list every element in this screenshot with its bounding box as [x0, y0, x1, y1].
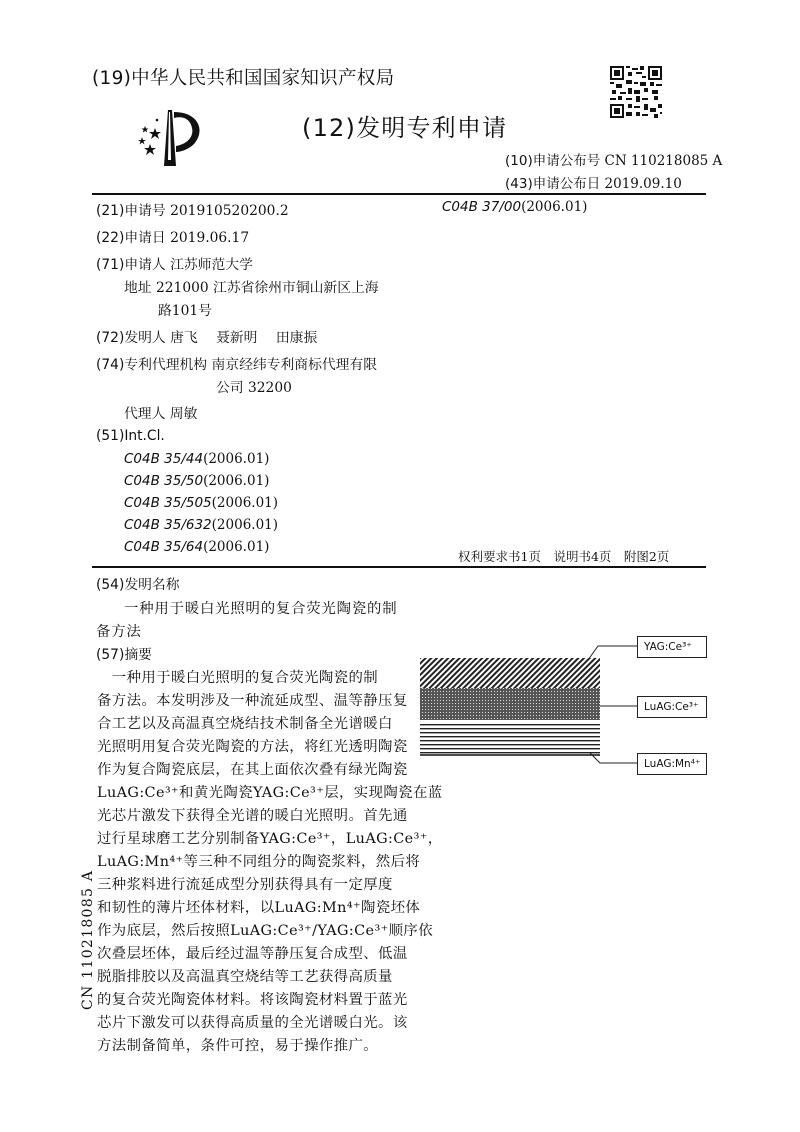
invention-title-line2: 备方法: [96, 624, 142, 640]
int-cl-label: (51)Int.Cl.: [96, 428, 165, 444]
abstract-line: 和韧性的薄片坯体材料，以LuAG:Mn⁴⁺陶瓷坯体: [97, 900, 421, 916]
abstract-line: 次叠层坯体，最后经过温等静压复合成型、低温: [97, 946, 408, 962]
int-cl-row: [124, 495, 278, 511]
ipc-version: (2006.01): [203, 539, 270, 555]
ipc-code: C04B 35/50: [124, 473, 204, 489]
ipc-version: (2006.01): [203, 473, 270, 489]
abstract-figure: [418, 636, 718, 776]
address-line2: 路101号: [158, 303, 212, 319]
agent-value: 周敏: [169, 406, 198, 422]
header-divider: [92, 193, 706, 195]
abstract-line: 一种用于暖白光照明的复合荧光陶瓷的制: [97, 670, 379, 686]
abstract-line: 三种浆料进行流延成型分别获得具有一定厚度: [97, 877, 393, 893]
publication-number-value: CN 110218085 A: [604, 153, 723, 169]
inventors-row: [96, 326, 317, 346]
address-row: [124, 276, 379, 296]
application-number-row: [96, 199, 289, 219]
ipc-code: C04B 35/64: [124, 539, 204, 555]
ipc-version: (2006.01): [211, 517, 279, 533]
inventor: 聂新明: [216, 330, 258, 346]
inventors-label: (72)发明人: [96, 330, 166, 346]
publication-date-label: (43)申请公布日: [505, 176, 601, 192]
filing-date-label: (22)申请日: [96, 230, 166, 246]
ipc-code: C04B 35/632: [124, 517, 212, 533]
abstract-line: 过行星球磨工艺分别制备YAG:Ce³⁺，LuAG:Ce³⁺，: [97, 831, 443, 847]
abstract-line: 光芯片激发下获得全光谱的暖白光照明。首先通: [97, 808, 408, 824]
application-number-value: 201910520200.2: [170, 203, 289, 219]
publication-date: [505, 172, 682, 192]
label-luag-mn: LuAG:Mn⁴⁺: [637, 753, 707, 775]
publication-number: [505, 149, 722, 169]
address-line1: 221000 江苏省徐州市铜山新区上海: [155, 280, 379, 296]
applicant-value: 江苏师范大学: [170, 257, 253, 273]
agent-row: [124, 402, 197, 422]
abstract-line: 光照明用复合荧光陶瓷的方法，将红光透明陶瓷: [97, 739, 408, 755]
ipc-code: C04B 37/00: [442, 199, 522, 215]
biblio-divider: [92, 566, 706, 568]
office-name: (19)中华人民共和国国家知识产权局: [92, 68, 395, 89]
application-number-label: (21)申请号: [96, 203, 166, 219]
int-cl-row: [124, 473, 269, 489]
inventor: 田康振: [275, 330, 318, 346]
layer-luag-ce: [420, 688, 600, 720]
int-cl-row: [124, 517, 278, 533]
document-type-title: (12)发明专利申请: [302, 114, 508, 142]
abstract-line: 合工艺以及高温真空烧结技术制备全光谱暖白: [97, 716, 393, 732]
ipc-code: C04B 35/44: [124, 451, 204, 467]
layer-yag: [420, 658, 600, 688]
agency-row: [96, 353, 377, 373]
side-publication-code: CN 110218085 A: [80, 869, 96, 1010]
page-counts: 权利要求书1页 说明书4页 附图2页: [458, 549, 670, 564]
abstract-line: LuAG:Mn⁴⁺等三种不同组分的陶瓷浆料，然后将: [97, 854, 421, 870]
agency-line1: 南京经纬专利商标代理有限: [211, 357, 378, 373]
label-luag-ce: LuAG:Ce³⁺: [637, 696, 707, 718]
primary-ipc: [442, 199, 587, 215]
abstract-line: 方法制备简单，条件可控，易于操作推广。: [97, 1038, 379, 1054]
applicant-label: (71)申请人: [96, 257, 166, 273]
inventor: 唐飞: [170, 330, 198, 346]
agent-label: 代理人: [124, 406, 166, 422]
abstract-line: 脱脂排胶以及高温真空烧结等工艺获得高质量: [97, 969, 393, 985]
abstract-line: 作为复合陶瓷底层，在其上面依次叠有绿光陶瓷: [97, 762, 408, 778]
filing-date-row: [96, 226, 249, 246]
label-yag-ce: YAG:Ce³⁺: [637, 636, 707, 658]
publication-number-label: (10)申请公布号: [505, 153, 601, 169]
ipc-version: (2006.01): [521, 199, 588, 215]
ipc-version: (2006.01): [211, 495, 279, 511]
qr-code-icon[interactable]: [610, 66, 662, 118]
abstract-line: 芯片下激发可以获得高质量的全光谱暖白光。该: [97, 1015, 408, 1031]
layer-luag-mn: [420, 722, 600, 754]
int-cl-row: [124, 451, 269, 467]
ipc-version: (2006.01): [203, 451, 270, 467]
agency-label: (74)专利代理机构: [96, 357, 208, 373]
abstract-label: (57)摘要: [96, 647, 152, 663]
agency-line2: 公司 32200: [216, 380, 292, 396]
abstract-line: 作为底层，然后按照LuAG:Ce³⁺/YAG:Ce³⁺顺序依: [97, 923, 433, 939]
publication-date-value: 2019.09.10: [604, 176, 682, 192]
abstract-line: 的复合荧光陶瓷体材料。将该陶瓷材料置于蓝光: [97, 992, 408, 1008]
cnipa-logo-icon: [128, 100, 208, 170]
address-label: 地址: [124, 280, 152, 296]
int-cl-row: [124, 539, 269, 555]
abstract-line: LuAG:Ce³⁺和黄光陶瓷YAG:Ce³⁺层，实现陶瓷在蓝: [97, 785, 443, 801]
applicant-row: [96, 253, 253, 273]
ipc-code: C04B 35/505: [124, 495, 212, 511]
filing-date-value: 2019.06.17: [170, 230, 250, 246]
invention-title-line1: 一种用于暖白光照明的复合荧光陶瓷的制: [124, 601, 398, 617]
title-label: (54)发明名称: [96, 577, 180, 593]
abstract-line: 备方法。本发明涉及一种流延成型、温等静压复: [97, 693, 408, 709]
